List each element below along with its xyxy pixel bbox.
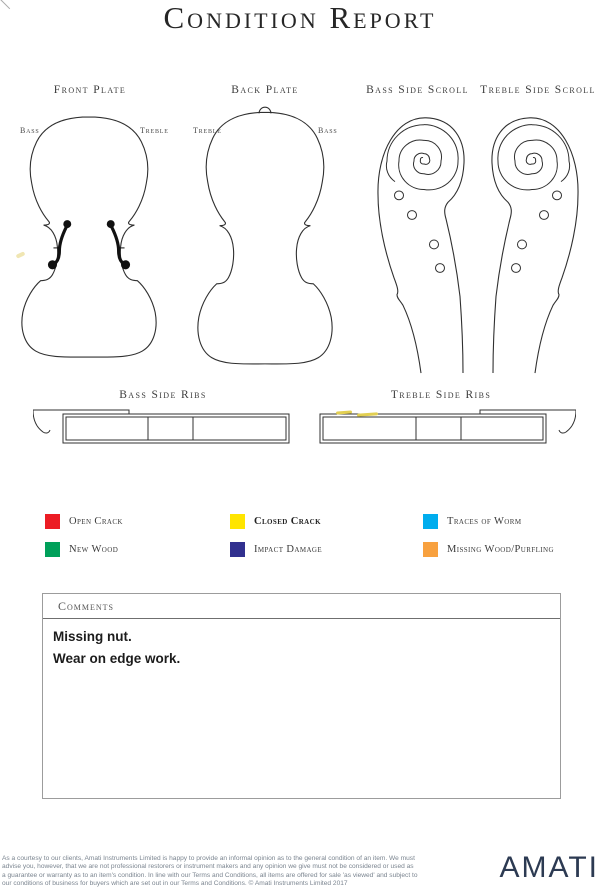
treble-ribs-joints (416, 417, 461, 440)
legend-label: Traces of Worm (447, 515, 522, 527)
bass-scroll-spiral (386, 125, 458, 190)
f-hole-left-icon (48, 220, 71, 269)
front-plate-title: Front Plate (53, 84, 127, 96)
disclaimer-line: our conditions of business for buyers which are set out in our Terms and Conditions. © Amati Instruments Limited 2017 (2, 879, 348, 887)
traces-of-worm-swatch (423, 514, 438, 529)
closed-crack-swatch (230, 514, 245, 529)
bass-scroll-diagram (370, 108, 470, 375)
legend-item (45, 513, 123, 529)
new-wood-swatch (45, 542, 60, 557)
missing-wood-purfling-swatch (423, 542, 438, 557)
back-plate-diagram (186, 103, 344, 367)
front-plate-diagram (10, 112, 168, 362)
legend-item (45, 541, 118, 557)
disclaimer-line: a guarantee or warranty as to an item's condition. In line with our Terms and Conditions, all items are offered for sale 'as viewed' and subject to (2, 871, 418, 879)
comments-body (43, 619, 560, 677)
legend-item (423, 541, 554, 557)
back-plate-treble-label: Treble (193, 126, 222, 135)
treble-scroll-diagram (486, 108, 586, 375)
treble-ribs-title: Treble Side Ribs (390, 389, 492, 401)
bass-scroll-outline (378, 118, 464, 373)
comments-header: Comments (43, 594, 560, 619)
front-plate-outline (22, 117, 156, 357)
bass-scroll-peg-holes (395, 191, 445, 272)
f-hole-right-icon (107, 220, 130, 269)
legend-label: Open Crack (69, 515, 123, 527)
bass-ribs-joints (148, 417, 193, 440)
comment-line: Missing nut. (53, 629, 132, 644)
legend-label: Impact Damage (254, 543, 323, 555)
legend-item (230, 541, 322, 557)
back-plate-outline (198, 112, 332, 364)
treble-scroll-outline (492, 118, 578, 373)
legend-item (230, 513, 321, 529)
bass-ribs-title: Bass Side Ribs (119, 389, 207, 401)
legend-item (423, 513, 521, 529)
legend-label: Missing Wood/Purfling (447, 543, 554, 555)
bass-ribs-neck (33, 410, 129, 433)
amati-logo: AMATI (499, 851, 599, 884)
treble-ribs-neck (480, 410, 576, 433)
treble-ribs-diagram (316, 406, 576, 448)
comment-line: Wear on edge work. (53, 651, 181, 666)
bass-scroll-title: Bass Side Scroll (366, 84, 469, 96)
open-crack-swatch (45, 514, 60, 529)
front-plate-treble-label: Treble (140, 126, 169, 135)
footer-disclaimer (2, 855, 472, 888)
back-plate-title: Back Plate (231, 84, 299, 96)
legend-label: New Wood (69, 543, 119, 555)
treble-scroll-title: Treble Side Scroll (480, 84, 596, 96)
page-title: Condition Report (163, 0, 437, 35)
bass-ribs-diagram (33, 406, 293, 448)
disclaimer-line: advise you, however, that we are not professional restorers or instrument makers and any opinion we give must not be considered or used as (2, 863, 414, 871)
disclaimer-line: As a courtesy to our clients, Amati Instruments Limited is happy to provide an informal opinion as to the general condition of an item. We must (2, 855, 415, 862)
treble-scroll-spiral (498, 125, 570, 190)
legend-label: Closed Crack (254, 515, 321, 527)
front-plate-bass-label: Bass (20, 126, 40, 135)
back-plate-bass-label: Bass (318, 126, 338, 135)
treble-scroll-peg-holes (512, 191, 562, 272)
impact-damage-swatch (230, 542, 245, 557)
comments-box (42, 593, 561, 799)
